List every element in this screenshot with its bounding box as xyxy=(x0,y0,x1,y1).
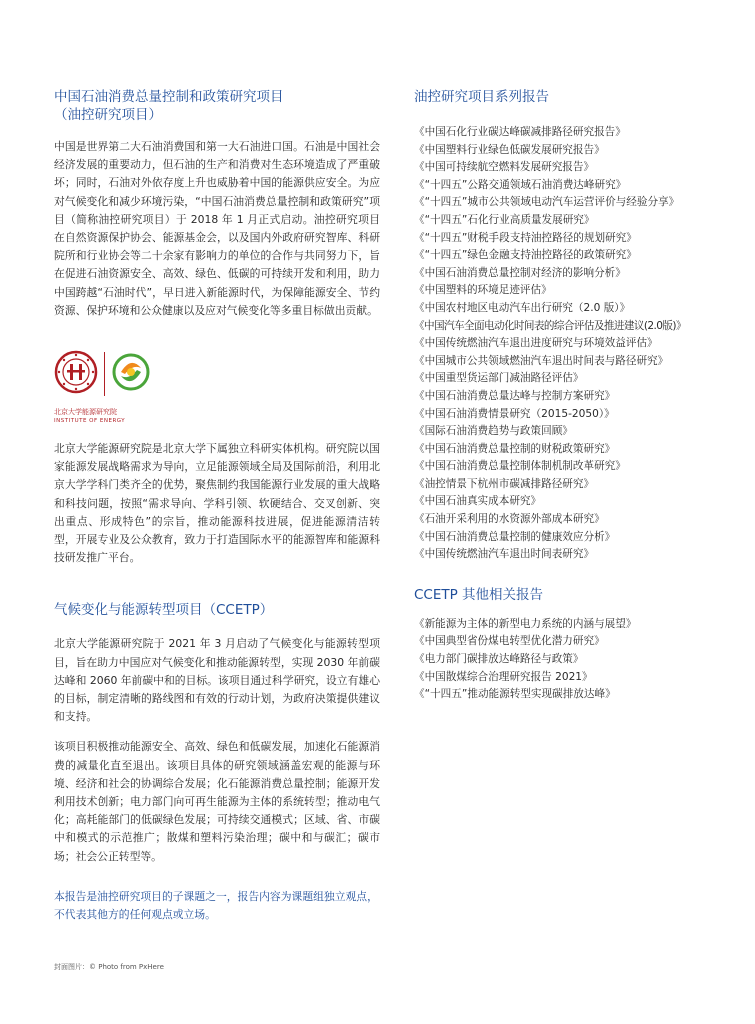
list-item: 《中国汽车全面电动化时间表的综合评估及推进建议(2.0版)》 xyxy=(414,319,686,332)
project2-body-1: 北京大学能源研究院于 2021 年 3 月启动了气候变化与能源转型项目，旨在助力中国应对气候变化和推动能源转型，实现 2030 年前碳达峰和 2060 年前碳中和的目标。该项目通过科学研究，设立有雄心的目标，制定清晰的路线图和有效的行动计划，为政府决策提供建议和支持。 xyxy=(54,637,380,724)
list-item: 《“十四五”推动能源转型实现碳排放达峰》 xyxy=(414,688,616,701)
list-item: 《“十四五”石化行业高质量发展研究》 xyxy=(414,213,595,226)
logo-divider xyxy=(104,352,105,396)
list-item: 《“十四五”公路交通领域石油消费达峰研究》 xyxy=(414,178,627,191)
project2-title: 气候变化与能源转型项目（CCETP） xyxy=(54,602,274,619)
list-item: 《中国石油消费总量达峰与控制方案研究》 xyxy=(414,389,616,402)
list-item: 《中国农村地区电动汽车出行研究（2.0 版）》 xyxy=(414,301,631,314)
series-reports-title: 油控研究项目系列报告 xyxy=(414,89,549,105)
list-item: 《国际石油消费趋势与政策回顾》 xyxy=(414,425,573,438)
list-item: 《中国重型货运部门减油路径评估》 xyxy=(414,372,584,385)
spacer xyxy=(54,866,380,888)
logo-caption-cn: 北京大学能源研究院 xyxy=(54,408,117,417)
list-item: 《新能源为主体的新型电力系统的内涵与展望》 xyxy=(414,617,637,630)
list-item: 《“十四五”财税手段支持油控路径的规划研究》 xyxy=(414,231,637,244)
list-item: 《中国城市公共领域燃油汽车退出时间表与路径研究》 xyxy=(414,354,669,367)
ccetp-reports-title: CCETP 其他相关报告 xyxy=(414,586,544,603)
list-item: 《中国塑料行业绿色低碳发展研究报告》 xyxy=(414,143,605,156)
list-item: 《电力部门碳排放达峰路径与政策》 xyxy=(414,653,584,666)
project1-body: 中国是世界第二大石油消费国和第一大石油进口国。石油是中国社会经济发展的重要动力，但石油的生产和消费对生态环境造成了严重破坏；同时，石油对外依存度上升也威胁着中国的能源供应安全。为应对气候变化和减少环境污染，“中国石油消费总量控制和政策研究”项目（简称油控研究项目）于 2018 年 1 月正式启动。油控研究项目在自然资源保护协会、能源基金会，以及国内外政府研究智库、科研院所和行业协会等二十余家有影响力的单位的合作与共同努力下，旨在促进石油资源安全、高效、绿色、低碳的可持续开发和利用，助力中国跨越“石油时代”，早日进入新能源时代，为保障能源安全、节约资源、保护环境和公众健康以及应对气候变化等多重目标做出贡献。 xyxy=(54,140,380,317)
energy-institute-icon xyxy=(111,350,151,398)
spacer xyxy=(54,567,380,601)
list-item: 《中国石油消费情景研究（2015-2050）》 xyxy=(414,407,615,420)
list-item: 《中国石油消费总量控制体制机制改革研究》 xyxy=(414,460,626,473)
pku-seal-icon xyxy=(54,350,98,398)
list-item: 《中国散煤综合治理研究报告 2021》 xyxy=(414,670,593,683)
photo-credit: 封面图片：© Photo from PxHere xyxy=(54,963,164,971)
spacer xyxy=(54,726,380,738)
list-item: 《“十四五”城市公共领域电动汽车运营评价与经验分享》 xyxy=(414,196,680,209)
list-item: 《中国石油消费总量控制的健康效应分析》 xyxy=(414,530,616,543)
list-item: 《中国塑料的环境足迹评估》 xyxy=(414,284,552,297)
series-report-list xyxy=(414,124,714,564)
project1-subtitle: （油控研究项目） xyxy=(54,107,162,123)
list-item: 《石油开采利用的水资源外部成本研究》 xyxy=(414,513,605,526)
list-item: 《中国可持续航空燃料发展研究报告》 xyxy=(414,161,595,174)
list-item: 《中国传统燃油汽车退出进度研究与环境效益评估》 xyxy=(414,337,658,350)
project2-body-2: 该项目积极推动能源安全、高效、绿色和低碳发展，加速化石能源消费的减量化直至退出。该项目具体的研究领域涵盖宏观的能源与环境、经济和社会的协调综合发展；化石能源消费总量控制；能源开发利用技术创新；电力部门向可再生能源为主体的系统转型；推动电气化；高耗能部门的低碳绿色发展；可持续交通模式；区域、省、市碳中和模式的示范推广；散煤和塑料污染治理；碳中和与碳汇；碳市场；社会公正转型等。 xyxy=(54,740,380,863)
institute-body: 北京大学能源研究院是北京大学下属独立科研实体机构。研究院以国家能源发展战略需求为导向，立足能源领域全局及国际前沿，利用北京大学学科门类齐全的优势，聚焦制约我国能源行业发展的重大战略和科技问题，按照“需求导向、学科引领、软硬结合、交叉创新、突出重点、形成特色”的宗旨，推动能源科技进展，促进能源清洁转型，开展专业及公众教育，致力于打造国际水平的能源智库和能源科技研发推广平台。 xyxy=(54,442,380,565)
list-item: 《油控情景下杭州市碳减排路径研究》 xyxy=(414,477,595,490)
list-item: 《中国传统燃油汽车退出时间表研究》 xyxy=(414,548,595,561)
spacer xyxy=(414,564,714,586)
list-item: 《中国典型省份煤电转型优化潜力研究》 xyxy=(414,635,605,648)
list-item: 《中国石油真实成本研究》 xyxy=(414,495,542,508)
list-item: 《中国石化行业碳达峰碳减排路径研究报告》 xyxy=(414,126,626,138)
logo-caption-en: INSTITUTE OF ENERGY xyxy=(54,418,126,425)
ccetp-report-list xyxy=(414,616,714,704)
logo-row xyxy=(54,344,380,404)
project1-title: 中国石油消费总量控制和政策研究项目 xyxy=(54,89,284,105)
disclaimer-note: 本报告是油控研究项目的子课题之一，报告内容为课题组独立观点，不代表其他方的任何观点或立场。 xyxy=(54,889,378,922)
right-column xyxy=(414,88,714,704)
logo-caption xyxy=(54,408,380,426)
list-item: 《中国石油消费总量控制对经济的影响分析》 xyxy=(414,266,626,279)
list-item: 《中国石油消费总量控制的财税政策研究》 xyxy=(414,442,616,455)
left-column xyxy=(54,88,380,924)
list-item: 《“十四五”绿色金融支持油控路径的政策研究》 xyxy=(414,249,637,262)
